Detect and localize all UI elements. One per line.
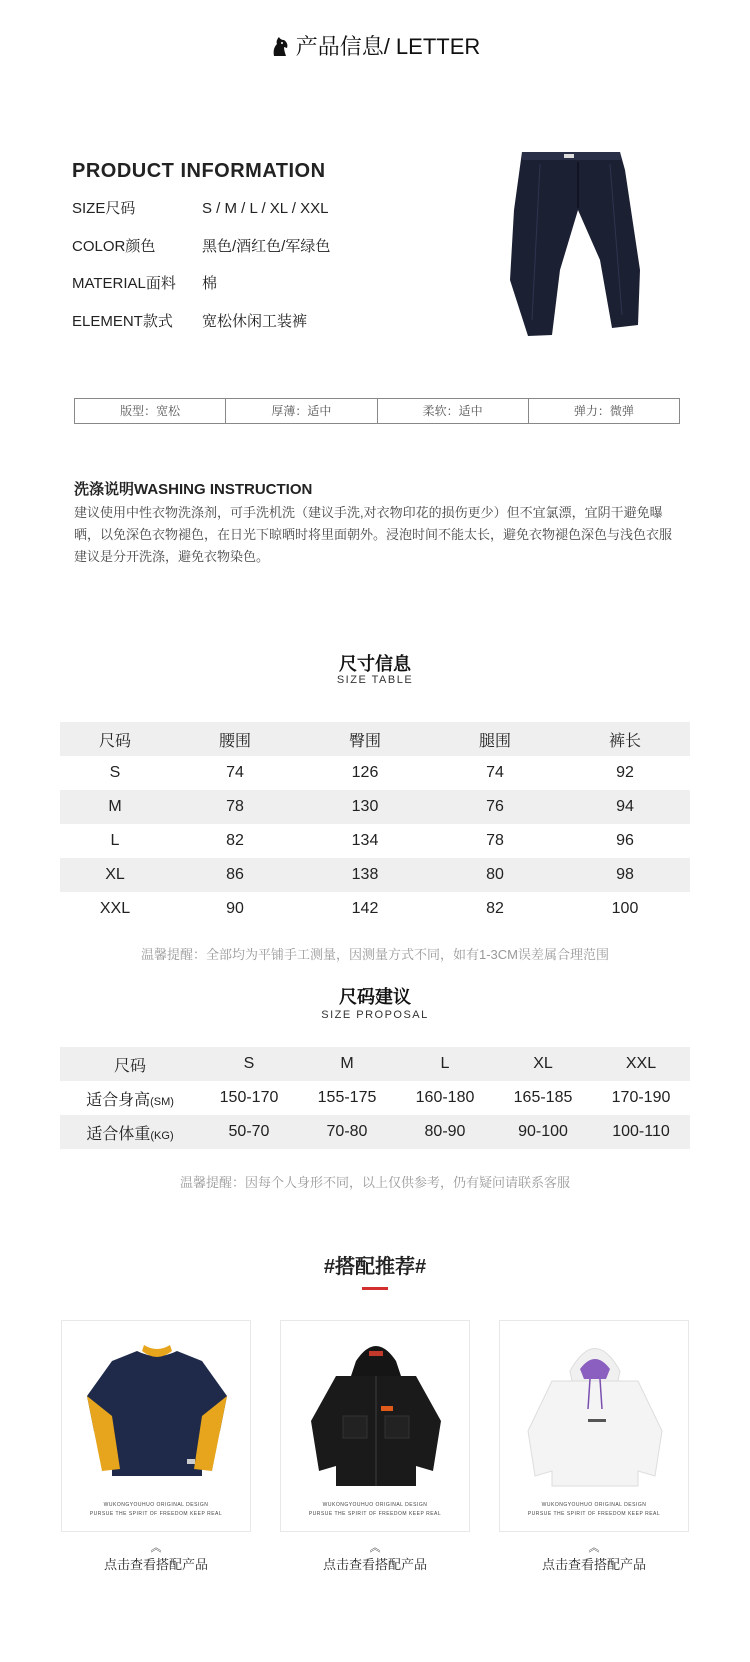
washing-text: 建议使用中性衣物洗涤剂，可手洗机洗（建议手洗,对衣物印花的损伤更少）但不宜氯漂，宜阴干避免曝晒，以免深色衣物褪色，在日光下晾晒时将里面朝外。浸泡时间不能太长，避免衣物褪色深色与浅色衣服建议是分开洗涤，避免衣物染色。 — [74, 505, 673, 564]
spec-row-size — [72, 197, 328, 218]
table-cell: 142 — [351, 900, 379, 917]
table-cell: 100 — [611, 900, 639, 917]
table-header-row — [60, 1047, 690, 1081]
pants-photo — [500, 150, 660, 350]
table-cell: 170-190 — [611, 1089, 671, 1106]
size-proposal-title: 尺码建议 — [339, 987, 411, 1007]
horse-head-logo — [270, 35, 290, 57]
sweater-photo — [62, 1321, 252, 1501]
spec-row-color — [72, 235, 330, 256]
size-proposal-note: 温馨提醒：因每个人身形不同，以上仅供参考，仍有疑问请联系客服 — [179, 1175, 570, 1190]
feel-cell: 版型：宽松 — [75, 399, 226, 423]
row-label — [60, 1121, 200, 1144]
header-cell: L — [440, 1055, 450, 1072]
table-cell: 160-180 — [415, 1089, 475, 1106]
table-cell: 155-175 — [317, 1089, 377, 1106]
table-cell: 70-80 — [326, 1123, 368, 1140]
header-cell: 尺码 — [113, 1057, 146, 1075]
recommend-card-hoodie[interactable] — [499, 1320, 689, 1532]
table-cell: 74 — [486, 764, 504, 781]
header-cell: S — [243, 1055, 255, 1072]
header-cell: XL — [533, 1055, 553, 1072]
table-cell: 150-170 — [219, 1089, 279, 1106]
table-cell: S — [109, 764, 121, 781]
spec-value: 黑色/酒红色/军绿色 — [202, 238, 331, 255]
double-chevron-up-icon: ︽ — [369, 1542, 381, 1554]
brand-line: WUKONGYOUHUO ORIGINAL DESIGN — [541, 1502, 647, 1508]
header-cell: XXL — [625, 1055, 657, 1072]
recommend-card-jacket[interactable] — [280, 1320, 470, 1532]
table-row — [60, 824, 690, 858]
double-chevron-up-icon: ︽ — [588, 1542, 600, 1554]
view-outfit-link-2[interactable] — [280, 1542, 470, 1573]
table-cell: 98 — [616, 866, 634, 883]
size-table-subtitle: SIZE TABLE — [336, 674, 414, 686]
brand-slogan: PURSUE THE SPIRIT OF FREEDOM KEEP REAL — [308, 1511, 442, 1517]
header-cell: 裤长 — [608, 732, 641, 750]
feel-cell: 厚薄：适中 — [226, 399, 377, 423]
size-proposal-subtitle: SIZE PROPOSAL — [321, 1009, 429, 1021]
hoodie-photo — [500, 1321, 690, 1501]
table-cell: 86 — [226, 866, 244, 883]
table-row — [60, 858, 690, 892]
table-row — [60, 790, 690, 824]
table-cell: 134 — [351, 832, 379, 849]
weight-label: 适合体重 — [86, 1125, 151, 1143]
table-cell: 50-70 — [228, 1123, 270, 1140]
table-cell: XXL — [99, 900, 131, 917]
brand-slogan: PURSUE THE SPIRIT OF FREEDOM KEEP REAL — [527, 1511, 661, 1517]
table-cell: XL — [105, 866, 125, 883]
table-cell: 80 — [486, 866, 504, 883]
header-cell: 腰围 — [218, 732, 251, 750]
table-cell: 90-100 — [518, 1123, 568, 1140]
table-cell: 100-110 — [612, 1123, 670, 1140]
row-label — [60, 1087, 200, 1110]
size-proposal-table — [60, 1047, 690, 1149]
table-row — [60, 756, 690, 790]
title-underline — [362, 1287, 388, 1290]
table-cell: 74 — [226, 764, 244, 781]
table-cell: 165-185 — [513, 1089, 573, 1106]
brand-slogan: PURSUE THE SPIRIT OF FREEDOM KEEP REAL — [89, 1511, 223, 1517]
double-chevron-up-icon: ︽ — [150, 1542, 162, 1554]
height-label: 适合身高 — [86, 1091, 151, 1109]
header-cell: 臀围 — [348, 732, 381, 750]
spec-key: SIZE尺码 — [72, 200, 136, 217]
spec-key: MATERIAL面料 — [72, 275, 176, 292]
feel-cell: 弹力：微弹 — [573, 404, 634, 418]
spec-value: 宽松休闲工装裤 — [202, 313, 308, 330]
table-row — [60, 1081, 690, 1115]
table-cell: 126 — [351, 764, 379, 781]
spec-row-element — [72, 310, 307, 331]
header-cell: 腿围 — [478, 732, 511, 750]
jacket-photo — [281, 1321, 471, 1501]
view-outfit-link-3[interactable] — [499, 1542, 689, 1573]
link-label: 点击查看搭配产品 — [541, 1557, 646, 1572]
table-cell: 130 — [351, 798, 379, 815]
table-row — [60, 892, 690, 926]
table-cell: 138 — [351, 866, 379, 883]
recommend-card-sweater[interactable] — [61, 1320, 251, 1532]
table-row — [60, 1115, 690, 1149]
brand-line: WUKONGYOUHUO ORIGINAL DESIGN — [322, 1502, 428, 1508]
table-cell: 76 — [486, 798, 504, 815]
link-label: 点击查看搭配产品 — [103, 1557, 208, 1572]
size-table-note: 温馨提醒：全部均为平铺手工测量，因测量方式不同，如有1-3CM误差属合理范围 — [140, 947, 609, 962]
table-cell: 80-90 — [424, 1123, 466, 1140]
spec-row-material — [72, 272, 217, 293]
view-outfit-link-1[interactable] — [61, 1542, 251, 1573]
recommend-title: #搭配推荐# — [323, 1256, 427, 1278]
spec-value: 棉 — [202, 275, 218, 292]
table-cell: 96 — [616, 832, 634, 849]
weight-unit: (KG) — [150, 1129, 174, 1142]
header-cell: M — [340, 1055, 354, 1072]
page-header — [0, 30, 750, 61]
product-heading: PRODUCT INFORMATION — [72, 160, 326, 182]
height-unit: (SM) — [150, 1095, 174, 1108]
table-cell: M — [108, 798, 122, 815]
spec-key: ELEMENT款式 — [72, 313, 173, 330]
washing-title: 洗涤说明WASHING INSTRUCTION — [74, 481, 313, 498]
table-cell: L — [110, 832, 120, 849]
header-cell: 尺码 — [98, 732, 131, 750]
table-header-row — [60, 722, 690, 756]
table-cell: 78 — [486, 832, 504, 849]
feel-cell: 柔软：适中 — [378, 399, 529, 423]
brand-line: WUKONGYOUHUO ORIGINAL DESIGN — [103, 1502, 209, 1508]
link-label: 点击查看搭配产品 — [322, 1557, 427, 1572]
table-cell: 92 — [616, 764, 634, 781]
table-cell: 90 — [226, 900, 244, 917]
header-title: 产品信息/ LETTER — [295, 34, 481, 59]
spec-value: S / M / L / XL / XXL — [202, 200, 329, 217]
size-table — [60, 722, 690, 926]
table-cell: 78 — [226, 798, 244, 815]
size-table-title: 尺寸信息 — [339, 654, 411, 674]
table-cell: 94 — [616, 798, 634, 815]
fabric-feel-bar — [74, 398, 680, 424]
spec-key: COLOR颜色 — [72, 238, 156, 255]
table-cell: 82 — [486, 900, 504, 917]
table-cell: 82 — [226, 832, 244, 849]
